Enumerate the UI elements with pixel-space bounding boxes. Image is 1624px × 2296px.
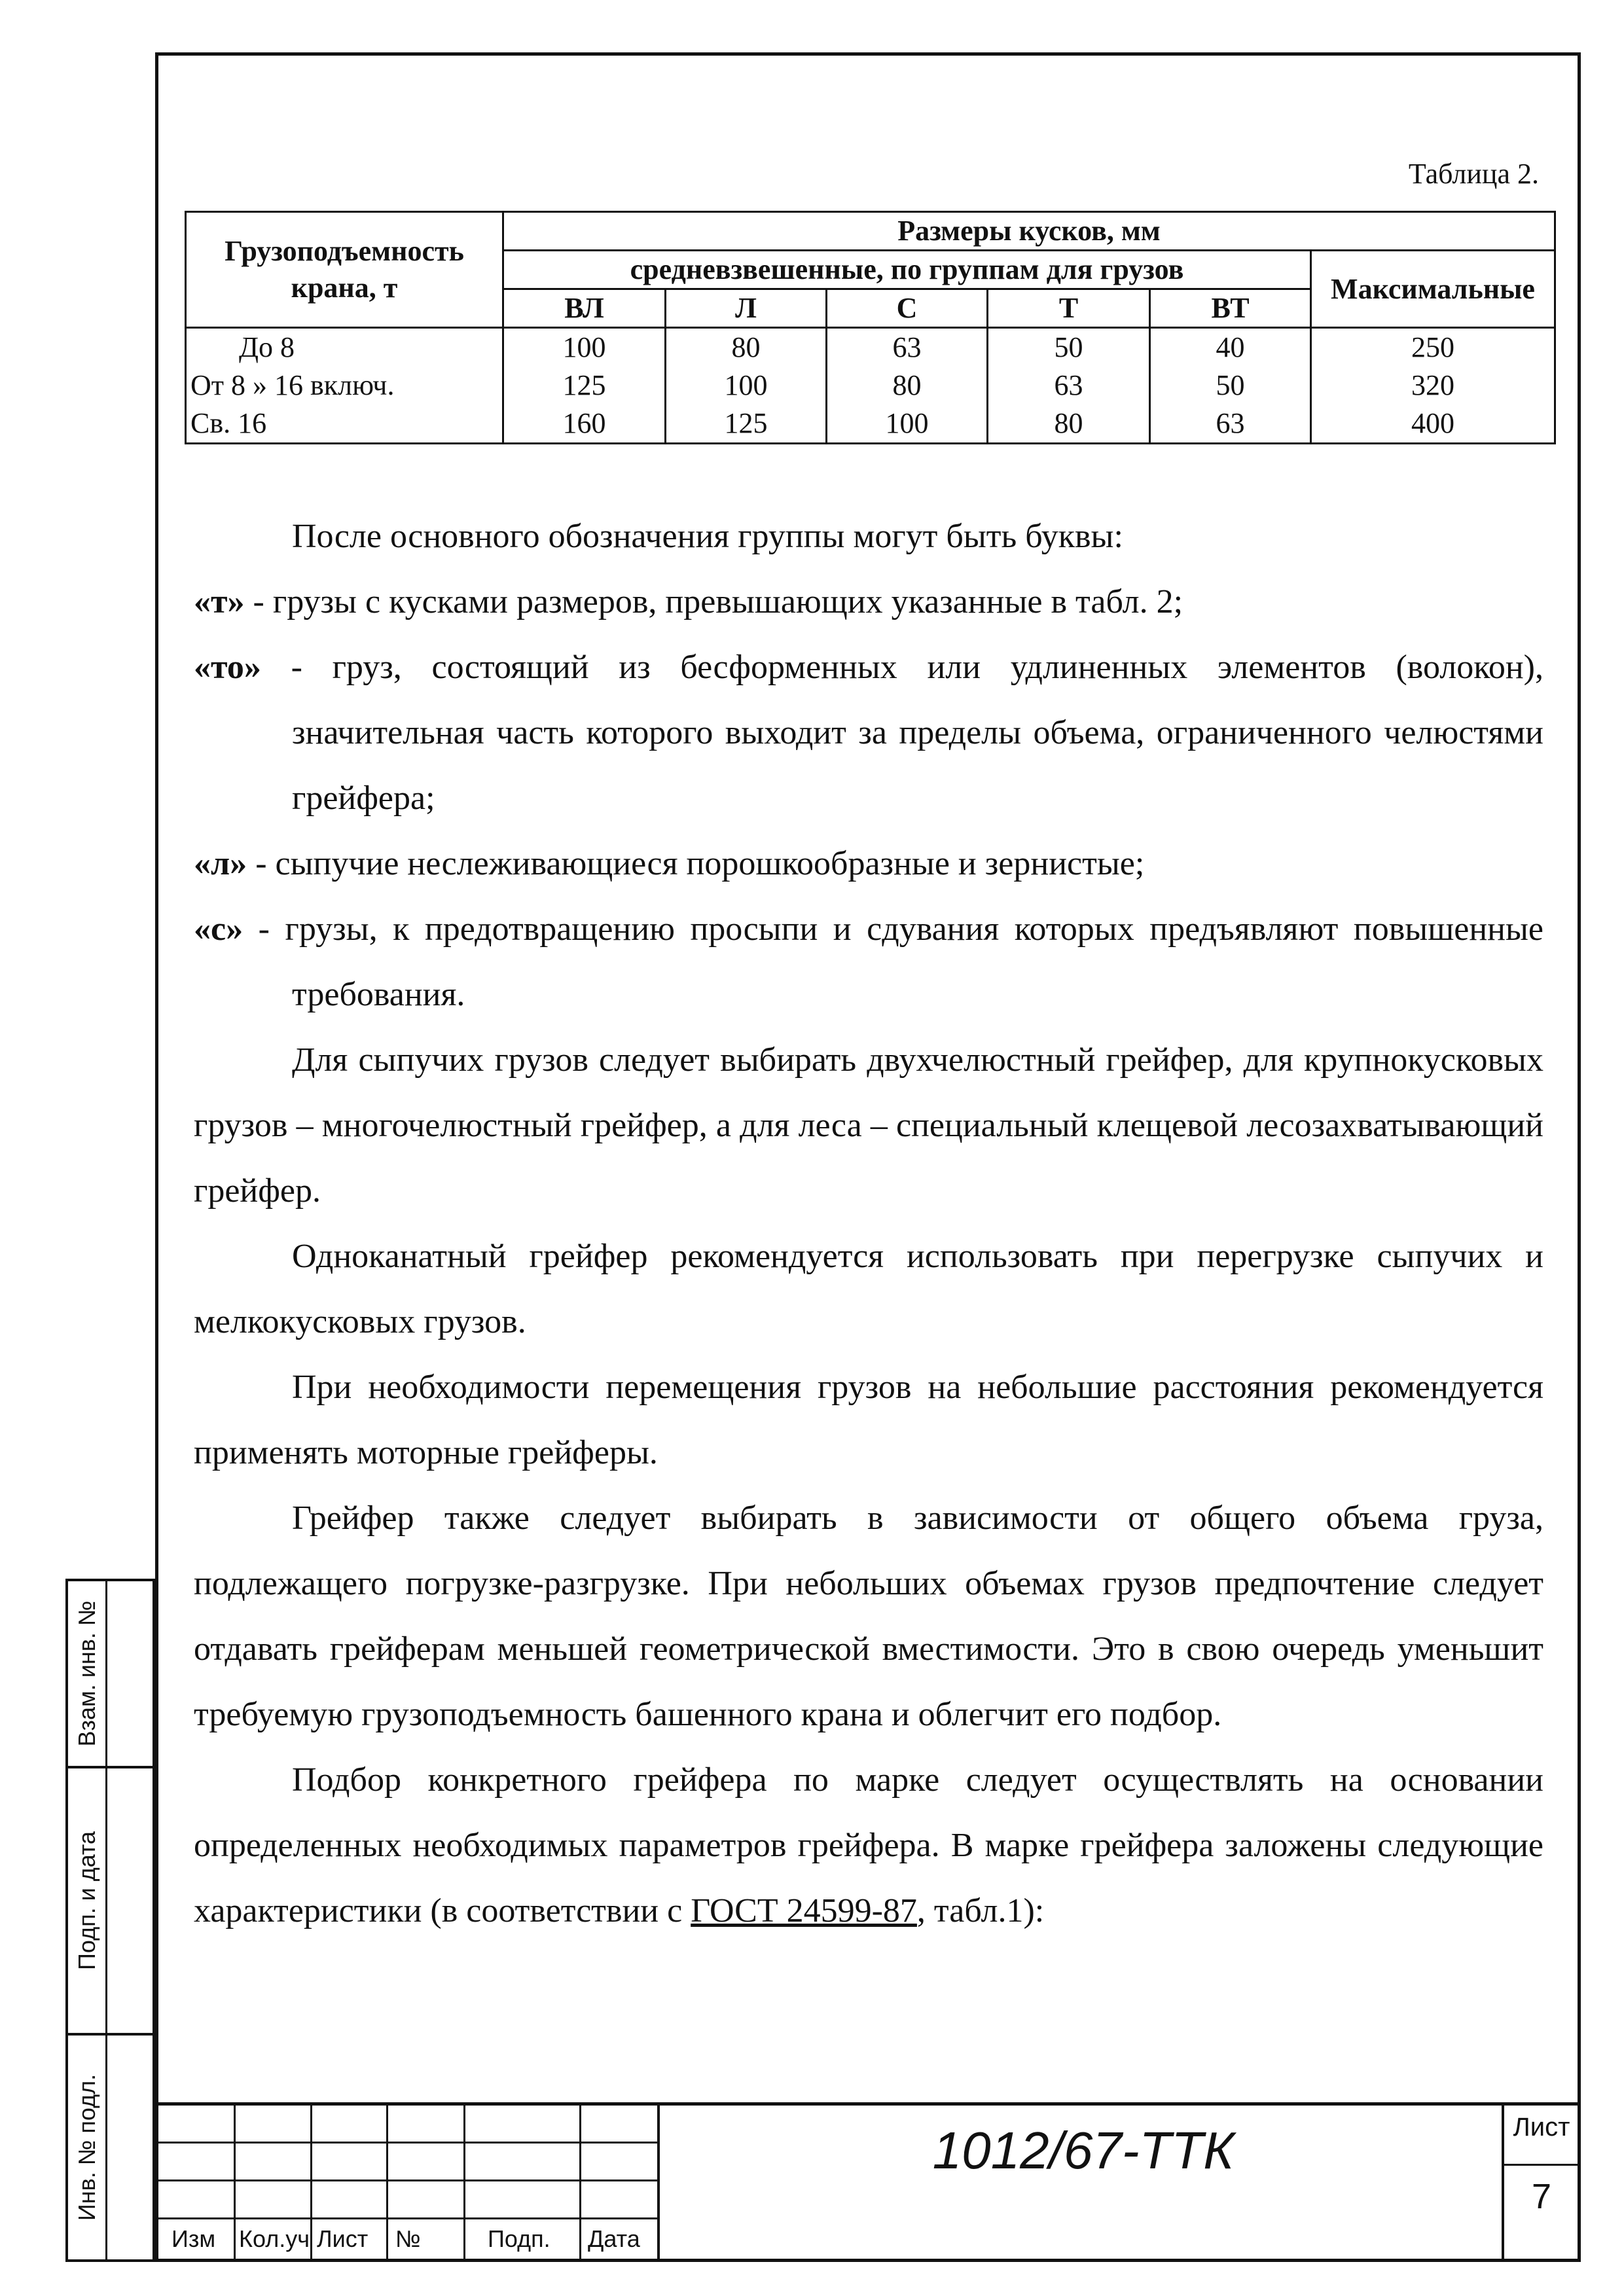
def-desc: - грузы, к предотвращению просыпи и сдувания которых предъявляют повышенные требования. bbox=[243, 910, 1543, 1013]
paragraph bbox=[194, 1748, 1543, 1944]
stamp-col-date: Дата bbox=[588, 2225, 640, 2252]
cell: 80 bbox=[988, 404, 1150, 444]
header-capacity: Грузоподъемность крана, т bbox=[186, 212, 503, 328]
cell: 63 bbox=[988, 367, 1150, 404]
paragraph-text: Подбор конкретного грейфера по марке следует осуществлять на основании определенных необходимых параметров грейфера. В марке грейфера заложены следующие характеристики (в соответствии с bbox=[194, 1761, 1543, 1929]
row-label: До 8 bbox=[186, 328, 503, 367]
def-term: «с» bbox=[194, 910, 244, 948]
cell: 125 bbox=[666, 404, 827, 444]
intro-paragraph: После основного обозначения группы могут быть буквы: bbox=[292, 518, 1123, 555]
paragraph: Грейфер также следует выбирать в зависимости от общего объема груза, подлежащего погрузке-разгрузке. При небольших объемах грузов предпочтение следует отдавать грейферам меньшей геометрической вместимости. Это в свою очередь уменьшит требуемую грузоподъемность башенного крана и облегчит его подбор. bbox=[194, 1499, 1543, 1733]
cell: 50 bbox=[1150, 367, 1311, 404]
header-group-vt: ВТ bbox=[1150, 289, 1311, 328]
def-desc: - сыпучие неслеживающиеся порошкообразные и зернистые; bbox=[247, 845, 1145, 882]
cell: 400 bbox=[1311, 404, 1555, 444]
paragraph-text: , табл.1): bbox=[916, 1892, 1045, 1929]
cell: 50 bbox=[988, 328, 1150, 367]
side-label: Подп. и дата bbox=[73, 1831, 100, 1971]
def-term: «то» bbox=[194, 649, 261, 686]
header-max: Максимальные bbox=[1311, 251, 1555, 328]
sheet-label: Лист bbox=[1513, 2113, 1570, 2142]
cell: 125 bbox=[503, 367, 666, 404]
cell: 80 bbox=[827, 367, 988, 404]
row-label: Св. 16 bbox=[186, 404, 503, 444]
table-caption: Таблица 2. bbox=[1408, 158, 1539, 190]
side-label: Взам. инв. № bbox=[73, 1600, 100, 1747]
stamp-col-signature: Подп. bbox=[488, 2225, 550, 2252]
def-term: «т» bbox=[194, 583, 245, 620]
definition-s bbox=[194, 897, 1543, 1028]
cell: 100 bbox=[827, 404, 988, 444]
header-group-s: С bbox=[827, 289, 988, 328]
cell: 250 bbox=[1311, 328, 1555, 367]
side-stamp-sign-date bbox=[65, 1766, 155, 2036]
table-row bbox=[186, 367, 1555, 404]
paragraph: Одноканатный грейфер рекомендуется использовать при перегрузке сыпучих и мелкокусковых грузов. bbox=[194, 1238, 1543, 1340]
def-desc: - груз, состоящий из бесформенных или удлиненных элементов (волокон), значительная часть которого выходит за пределы объема, ограниченного челюстями грейфера; bbox=[261, 649, 1543, 817]
paragraph: Для сыпучих грузов следует выбирать двухчелюстный грейфер, для крупнокусковых грузов – многочелюстный грейфер, а для леса – специальный клещевой лесозахватывающий грейфер. bbox=[194, 1041, 1543, 1210]
header-group-t: Т bbox=[988, 289, 1150, 328]
stamp-col-change: Изм bbox=[171, 2225, 216, 2252]
side-stamp-orig-inv bbox=[65, 2033, 155, 2262]
stamp-col-sheet: Лист bbox=[317, 2225, 369, 2252]
def-term: «л» bbox=[194, 845, 247, 882]
side-stamp-replaced-inv bbox=[65, 1579, 155, 1768]
sheet-number: 7 bbox=[1531, 2177, 1552, 2216]
cell: 63 bbox=[827, 328, 988, 367]
header-group-l: Л bbox=[666, 289, 827, 328]
cell: 40 bbox=[1150, 328, 1311, 367]
table-row bbox=[186, 328, 1555, 367]
side-label: Инв. № подл. bbox=[73, 2073, 100, 2221]
cell: 63 bbox=[1150, 404, 1311, 444]
stamp-col-number: № bbox=[395, 2225, 421, 2252]
cell: 80 bbox=[666, 328, 827, 367]
definition-t bbox=[194, 569, 1543, 635]
header-group-vl: ВЛ bbox=[503, 289, 666, 328]
definition-to bbox=[194, 635, 1543, 831]
stamp-col-qty: Кол.уч bbox=[239, 2225, 310, 2252]
cargo-size-table bbox=[185, 211, 1556, 444]
definition-l bbox=[194, 831, 1543, 897]
document-code: 1012/67-ТТК bbox=[932, 2121, 1235, 2179]
row-label: От 8 » 16 включ. bbox=[186, 367, 503, 404]
header-weighted: средневзвешенные, по группам для грузов bbox=[503, 251, 1311, 289]
table-row bbox=[186, 404, 1555, 444]
body-text bbox=[194, 504, 1543, 1944]
def-desc: - грузы с кусками размеров, превышающих указанные в табл. 2; bbox=[244, 583, 1183, 620]
cell: 100 bbox=[666, 367, 827, 404]
cell: 160 bbox=[503, 404, 666, 444]
gost-link[interactable]: ГОСТ 24599-87 bbox=[691, 1892, 917, 1929]
cell: 100 bbox=[503, 328, 666, 367]
header-sizes: Размеры кусков, мм bbox=[503, 212, 1555, 251]
cell: 320 bbox=[1311, 367, 1555, 404]
paragraph: При необходимости перемещения грузов на небольшие расстояния рекомендуется применять моторные грейферы. bbox=[194, 1369, 1543, 1471]
